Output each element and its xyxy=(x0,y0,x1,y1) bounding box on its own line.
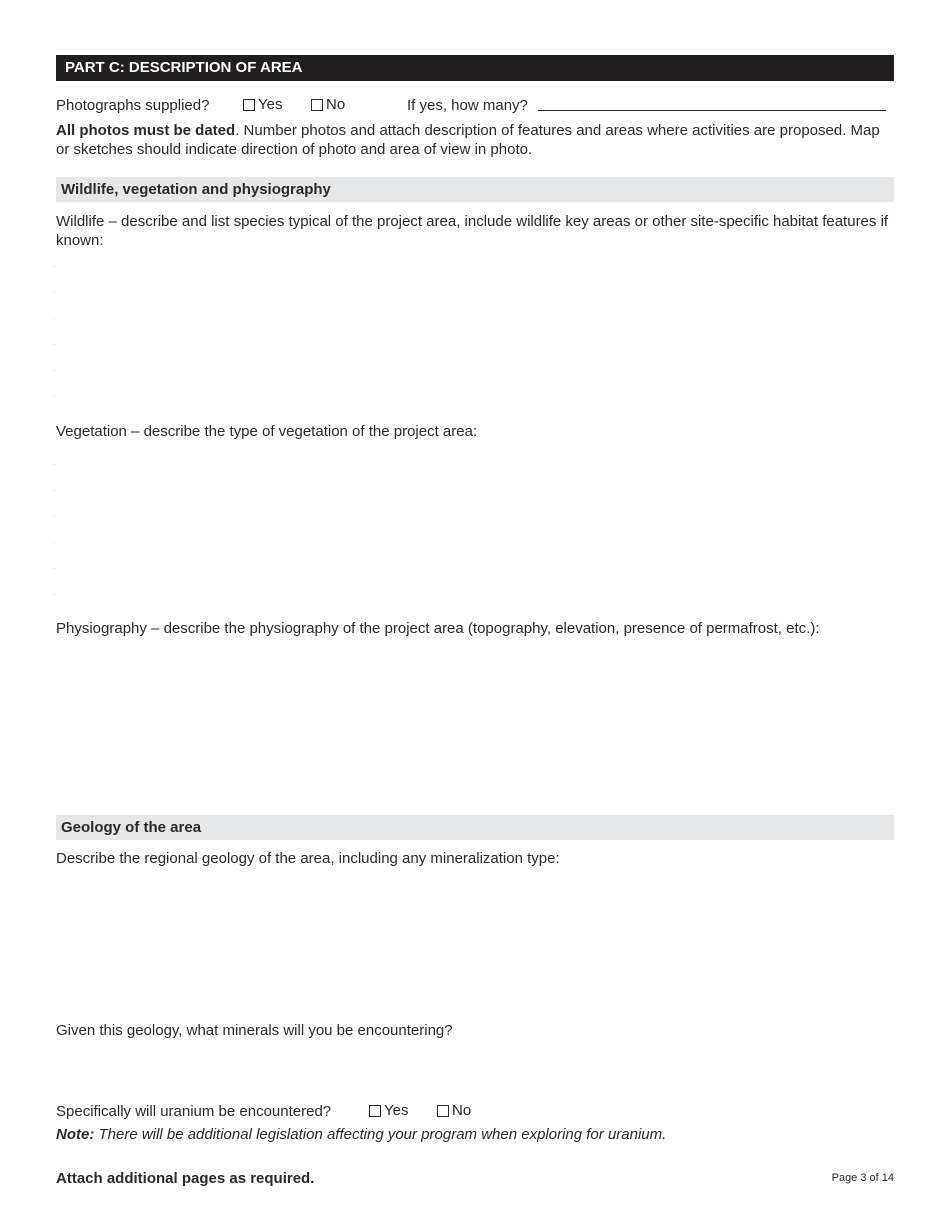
uranium-no-option[interactable] xyxy=(437,1102,471,1119)
wildlife-line-marker xyxy=(54,318,55,319)
photographs-instructions-rest: . Number photos and attach description of features and areas where activities are proposed. Map or sketches should indicate direction of photo and area of view in photo. xyxy=(56,122,880,158)
vegetation-prompt: Vegetation – describe the type of vegetation of the project area: xyxy=(56,423,478,440)
wildlife-line-marker xyxy=(54,396,55,397)
vegetation-line-marker xyxy=(54,568,55,569)
wildlife-line-marker xyxy=(54,266,55,267)
photographs-no-label: No xyxy=(326,96,346,113)
attach-pages-note: Attach additional pages as required. xyxy=(56,1170,315,1187)
vegetation-line-marker xyxy=(54,464,55,465)
photographs-question: Photographs supplied? xyxy=(56,97,210,114)
wildlife-line-marker xyxy=(54,292,55,293)
uranium-yes-option[interactable] xyxy=(369,1102,408,1119)
physiography-prompt: Physiography – describe the physiography of the project area (topography, elevation, presence of permafrost, etc.): xyxy=(56,620,820,637)
part-c-header: PART C: DESCRIPTION OF AREA xyxy=(56,55,894,81)
physiography-answer-field[interactable] xyxy=(56,645,898,809)
photographs-no-option[interactable] xyxy=(311,96,345,113)
regional-geology-prompt: Describe the regional geology of the area, including any mineralization type: xyxy=(56,850,560,867)
uranium-no-label: No xyxy=(452,1102,472,1119)
uranium-question: Specifically will uranium be encountered? xyxy=(56,1103,332,1120)
uranium-note-label: Note: xyxy=(56,1126,95,1143)
photographs-instructions-bold: All photos must be dated xyxy=(56,122,236,139)
photographs-instructions xyxy=(56,121,894,159)
wildlife-answer-field[interactable] xyxy=(56,254,898,408)
wildlife-line-marker xyxy=(54,344,55,345)
uranium-yes-checkbox[interactable] xyxy=(369,1105,381,1117)
vegetation-line-marker xyxy=(54,542,55,543)
page-number: Page 3 of 14 xyxy=(831,1172,894,1184)
geology-header: Geology of the area xyxy=(56,815,894,840)
uranium-yes-label: Yes xyxy=(384,1102,409,1119)
photographs-how-many-field[interactable] xyxy=(538,110,886,111)
photographs-how-many-label: If yes, how many? xyxy=(407,97,528,114)
photographs-yes-label: Yes xyxy=(258,96,283,113)
uranium-no-checkbox[interactable] xyxy=(437,1105,449,1117)
vegetation-answer-field[interactable] xyxy=(56,448,898,610)
photographs-no-checkbox[interactable] xyxy=(311,99,323,111)
minerals-answer-field[interactable] xyxy=(56,1046,898,1100)
wildlife-line-marker xyxy=(54,370,55,371)
vegetation-line-marker xyxy=(54,490,55,491)
photographs-yes-option[interactable] xyxy=(243,96,282,113)
uranium-note xyxy=(56,1125,666,1144)
wildlife-vegetation-physiography-header: Wildlife, vegetation and physiography xyxy=(56,177,894,202)
vegetation-line-marker xyxy=(54,594,55,595)
regional-geology-answer-field[interactable] xyxy=(56,875,898,1014)
uranium-note-text: There will be additional legislation affecting your program when exploring for uranium. xyxy=(94,1126,667,1143)
minerals-prompt: Given this geology, what minerals will you be encountering? xyxy=(56,1022,453,1039)
photographs-yes-checkbox[interactable] xyxy=(243,99,255,111)
wildlife-prompt: Wildlife – describe and list species typical of the project area, include wildlife key areas or other site-specific habitat features if known: xyxy=(56,213,889,249)
vegetation-line-marker xyxy=(54,516,55,517)
